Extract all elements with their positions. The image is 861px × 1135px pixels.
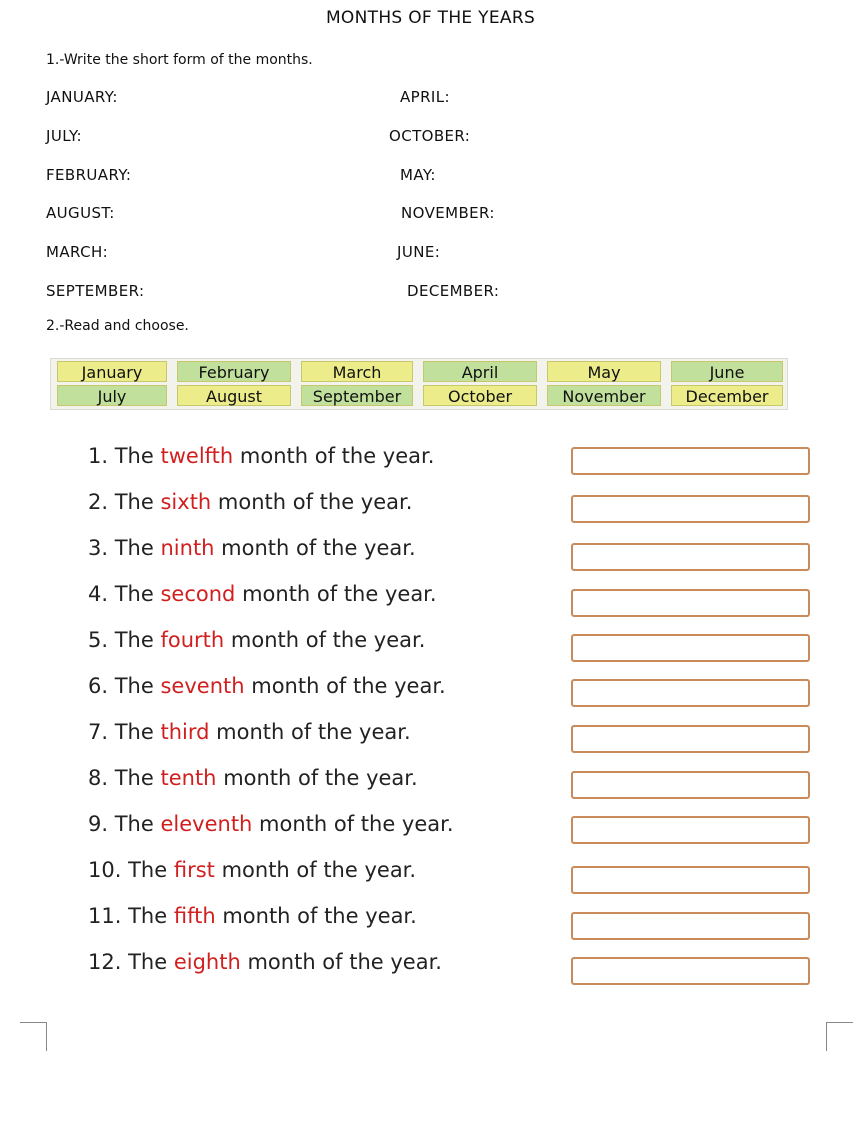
- question-4: [88, 582, 437, 606]
- question-number: 7.: [88, 720, 109, 744]
- label-november: NOVEMBER:: [401, 204, 495, 222]
- answer-box-3[interactable]: [571, 543, 810, 571]
- question-pre: The: [114, 766, 154, 790]
- label-february: FEBRUARY:: [46, 166, 132, 184]
- page-title: MONTHS OF THE YEARS: [325, 8, 536, 28]
- label-january: JANUARY:: [46, 88, 118, 106]
- question-ordinal: eighth: [173, 950, 241, 974]
- question-7: [88, 720, 411, 744]
- exercise-1-instruction: 1.-Write the short form of the months.: [46, 52, 313, 68]
- answer-box-4[interactable]: [571, 589, 810, 617]
- question-pre: The: [128, 950, 168, 974]
- question-ordinal: ninth: [160, 536, 215, 560]
- word-october: October: [423, 385, 537, 406]
- answer-box-6[interactable]: [571, 679, 810, 707]
- question-post: month of the year.: [247, 950, 442, 974]
- word-august: August: [177, 385, 291, 406]
- question-post: month of the year.: [242, 582, 437, 606]
- answer-box-12[interactable]: [571, 957, 810, 985]
- question-ordinal: first: [173, 858, 215, 882]
- word-july: July: [57, 385, 167, 406]
- question-number: 11.: [88, 904, 122, 928]
- question-post: month of the year.: [251, 674, 446, 698]
- answer-box-7[interactable]: [571, 725, 810, 753]
- question-post: month of the year.: [221, 536, 416, 560]
- word-january: January: [57, 361, 167, 382]
- question-pre: The: [114, 628, 154, 652]
- question-number: 9.: [88, 812, 109, 836]
- page-corner-mark-left: [20, 1022, 47, 1051]
- question-6: [88, 674, 446, 698]
- question-8: [88, 766, 418, 790]
- label-august: AUGUST:: [46, 204, 115, 222]
- word-december: December: [671, 385, 783, 406]
- question-post: month of the year.: [239, 444, 435, 468]
- word-february: February: [177, 361, 291, 382]
- answer-box-10[interactable]: [571, 866, 810, 894]
- answer-box-11[interactable]: [571, 912, 810, 940]
- word-may: May: [547, 361, 661, 382]
- question-ordinal: fourth: [160, 628, 225, 652]
- question-5: [88, 628, 425, 652]
- question-pre: The: [128, 858, 168, 882]
- question-post: month of the year.: [223, 766, 418, 790]
- question-pre: The: [114, 490, 154, 514]
- question-post: month of the year.: [221, 858, 417, 882]
- question-number: 4.: [88, 582, 109, 606]
- question-post: month of the year.: [217, 490, 413, 514]
- question-2: [88, 490, 412, 514]
- word-june: June: [671, 361, 783, 382]
- question-pre: The: [114, 674, 154, 698]
- question-post: month of the year.: [216, 720, 411, 744]
- question-11: [88, 904, 417, 928]
- question-ordinal: third: [160, 720, 210, 744]
- label-march: MARCH:: [46, 243, 109, 261]
- question-number: 10.: [88, 858, 122, 882]
- question-number: 8.: [88, 766, 109, 790]
- answer-box-8[interactable]: [571, 771, 810, 799]
- question-10: [88, 858, 416, 882]
- page-corner-mark-right: [826, 1022, 853, 1051]
- answer-box-2[interactable]: [571, 495, 810, 523]
- label-july: JULY:: [46, 127, 82, 145]
- answer-box-1[interactable]: [571, 447, 810, 475]
- question-pre: The: [114, 582, 154, 606]
- question-ordinal: fifth: [173, 904, 216, 928]
- question-number: 1.: [88, 444, 109, 468]
- question-number: 2.: [88, 490, 109, 514]
- label-may: MAY:: [400, 166, 436, 184]
- question-post: month of the year.: [222, 904, 417, 928]
- question-pre: The: [128, 904, 168, 928]
- question-post: month of the year.: [230, 628, 426, 652]
- exercise-2-instruction: 2.-Read and choose.: [46, 318, 189, 334]
- word-march: March: [301, 361, 413, 382]
- question-ordinal: twelfth: [160, 444, 234, 468]
- question-ordinal: tenth: [160, 766, 217, 790]
- month-word-bank: [50, 358, 788, 410]
- question-post: month of the year.: [259, 812, 454, 836]
- question-12: [88, 950, 442, 974]
- label-april: APRIL:: [400, 88, 450, 106]
- word-september: September: [301, 385, 413, 406]
- question-ordinal: eleventh: [160, 812, 253, 836]
- question-9: [88, 812, 454, 836]
- question-ordinal: second: [160, 582, 236, 606]
- question-number: 6.: [88, 674, 109, 698]
- answer-box-9[interactable]: [571, 816, 810, 844]
- question-ordinal: sixth: [160, 490, 212, 514]
- word-april: April: [423, 361, 537, 382]
- label-june: JUNE:: [397, 243, 441, 261]
- question-pre: The: [114, 720, 154, 744]
- question-number: 5.: [88, 628, 109, 652]
- question-number: 3.: [88, 536, 109, 560]
- question-ordinal: seventh: [160, 674, 245, 698]
- question-number: 12.: [88, 950, 122, 974]
- question-pre: The: [114, 536, 154, 560]
- label-december: DECEMBER:: [407, 282, 500, 300]
- word-november: November: [547, 385, 661, 406]
- label-september: SEPTEMBER:: [46, 282, 145, 300]
- label-october: OCTOBER:: [389, 127, 471, 145]
- question-1: [88, 444, 434, 468]
- question-pre: The: [114, 444, 154, 468]
- question-3: [88, 536, 416, 560]
- question-pre: The: [114, 812, 154, 836]
- answer-box-5[interactable]: [571, 634, 810, 662]
